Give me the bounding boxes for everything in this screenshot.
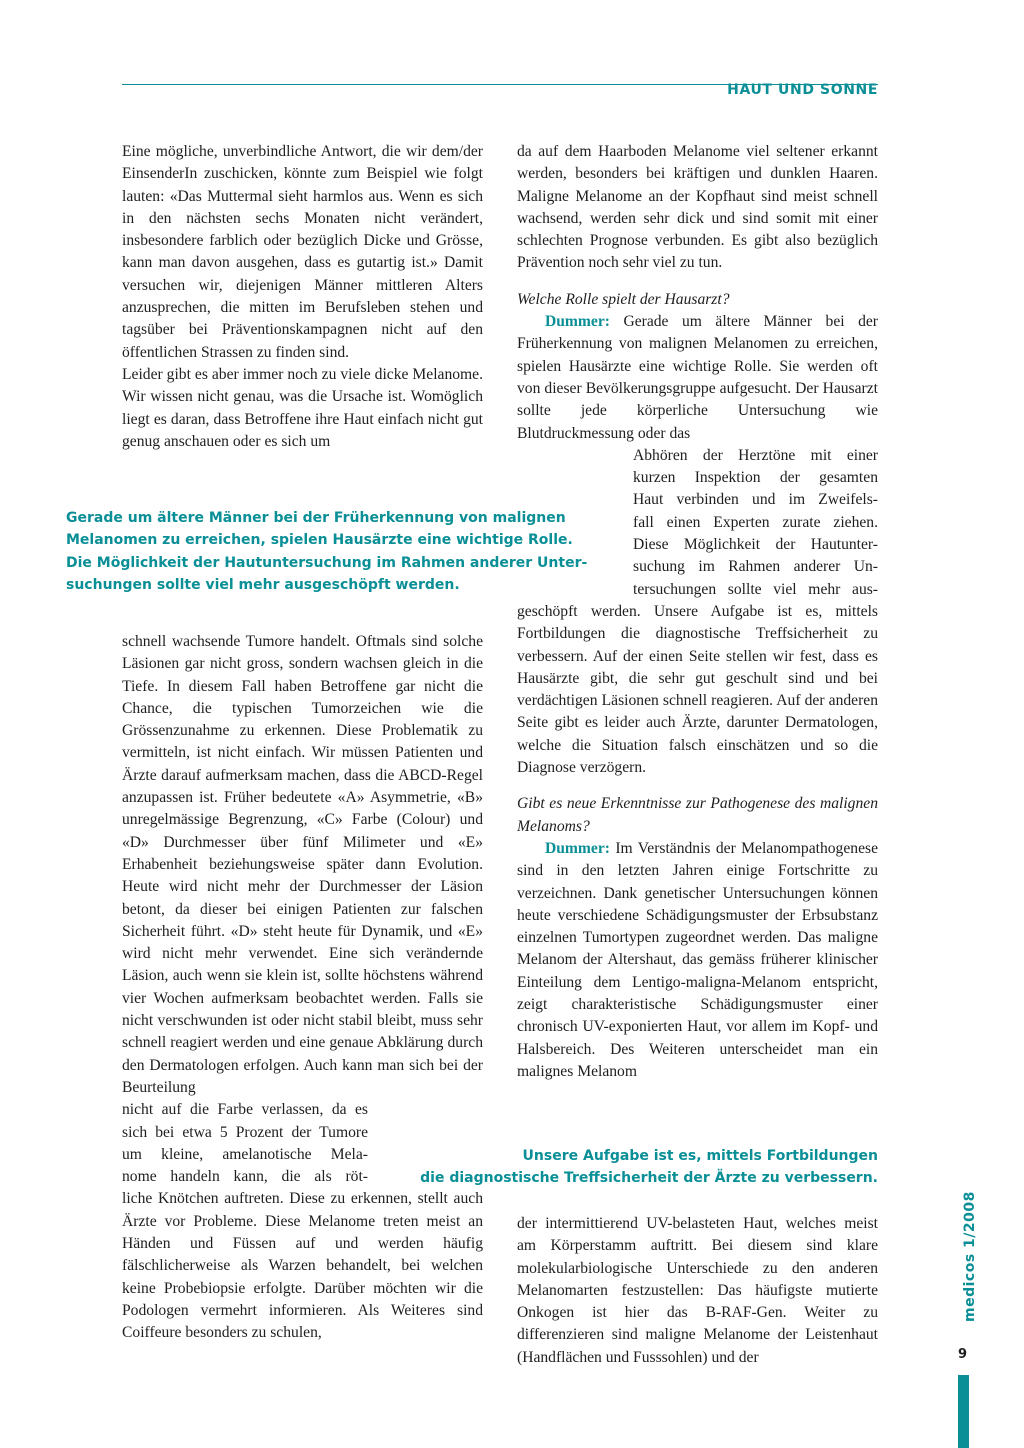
wrapped-lines xyxy=(122,1099,368,1188)
paragraph: schnell wachsende Tumore handelt. Oftmals sind solche Läsionen gar nicht gross, sondern wachsen gleich in die Tiefe. In diesem Fall haben Betroffene gar nicht die Chance, die typischen Tumorzeichen wie die Grössenzunahme zu erkennen. Diese Problematik zu vermitteln, ist nicht einfach. Wir müssen Patienten und Ärzte darauf aufmerksam machen, dass die ABCD-Regel anzupassen ist. Früher bedeutete «A» Asymmetrie, «B» unregelmässige Begrenzung, «C» Farbe (Colour) und «D» Durchmesser über fünf Milimeter und «E» Erhabenheit beziehungsweise später dann Evolution. Heute wird nicht mehr der Durchmesser der Läsion betont, da dieser bei einigen Patienten zur falschen Sicherheit führt. «D» steht heute für Dynamik, und «E» wird nicht mehr verwendet. Eine sich verändernde Läsion, auch wenn sie klein ist, sollte höchstens während vier Wochen aufmerksam beobachtet werden. Falls sie nicht verschwunden ist oder nicht stabil bleibt, muss sehr schnell reagiert werden und eine genaue Abklärung durch den Dermatologen erfolgen. Auch kann man sich bei der Beurteilung xyxy=(122,633,483,1096)
left-column-bottom xyxy=(122,631,483,1345)
text-line: nome handeln kann, die als röt- xyxy=(122,1168,368,1186)
magazine-issue: medicos 1/2008 xyxy=(962,1191,978,1322)
text-line: nicht auf die Farbe verlassen, da es xyxy=(122,1101,368,1119)
paragraph: liche Knötchen auftreten. Diese zu erkennen, stellt auch Ärzte vor Probleme. Diese Melanome treten meist an Händen und Füssen auf und werden häufig fälschlicherweise als Warzen behandelt, bei welchen keine Probebiopsie erfolgte. Darüber möchten wir die Podologen vermehrt informieren. Als Weiteres sind Coiffeure besonders zu schulen, xyxy=(122,1190,483,1342)
paragraph: der intermittierend UV-belasteten Haut, welches meist am Körperstamm auftritt. Bei diesem sind klare molekularbiologische Unterschiede zu den anderen Melanomarten festzustellen: Das häufigste mutierte Onkogen ist hier das B-RAF-Gen. Weiter zu differenzieren sind maligne Melanome der Leistenhaut (Handflächen und Fusssohlen) und der xyxy=(517,1215,878,1366)
speaker-name: Dummer: xyxy=(545,313,610,331)
right-column-bottom xyxy=(517,1213,878,1369)
left-column-top xyxy=(122,141,483,453)
section-title: HAUT UND SONNE xyxy=(727,82,878,98)
interview-answer xyxy=(517,838,878,1083)
paragraph: Leider gibt es aber immer noch zu viele dicke Melanome. Wir wissen nicht genau, was die Ursache ist. Womöglich liegt es daran, dass Betroffene ihre Haut einfach nicht gut genug anschauen oder es sich um xyxy=(122,365,483,450)
pull-quote-line: suchungen sollte viel mehr ausgeschöpft werden. xyxy=(66,576,460,593)
answer-text: Im Verständnis der Melanompathogenese sind in den letzten Jahren einige Fortschritte zu verzeichnen. Dank genetischer Untersuchungen können heute verschiedene Schädigungsmuster der Erbsubstanz einzelnen Tumortypen zugeordnet werden. Das maligne Melanom der Altershaut, das gemäss früherer klinischer Einteilung dem Lentigo-maligna-Melanom entspricht, zeigt charakteristische Schädigungsmuster einer chronisch UV-exponierten Haut, vor allem im Kopf- und Halsbereich. Des Weiteren unterscheidet man ein malignes Melanom xyxy=(517,839,878,1080)
paragraph: Eine mögliche, unverbindliche Antwort, die wir dem/der EinsenderIn zuschicken, könnte zum Beispiel wie folgt lauten: «Das Muttermal sieht harmlos aus. Wenn es sich in den nächsten sechs Monaten nicht verändert, insbesondere farblich oder bezüglich Dicke und Grösse, kann man davon ausgehen, dass es gutartig ist.» Damit versuchen wir, diejenigen Männer mittleren Alters anzusprechen, die mitten im Berufsleben stehen und tagsüber bei Präventionskampagnen nicht auf den öffentlichen Strassen zu finden sind. xyxy=(122,143,483,361)
text-line: Diese Möglichkeit der Hautunter- xyxy=(633,536,878,554)
page-number: 9 xyxy=(958,1347,968,1362)
pull-quote-line: Unsere Aufgabe ist es, mittels Fortbildungen xyxy=(522,1148,878,1164)
interview-question: Welche Rolle spielt der Hausarzt? xyxy=(517,290,730,308)
text-line: tersuchungen sollte viel mehr aus- xyxy=(633,580,878,598)
right-column-top xyxy=(517,141,878,1083)
pull-quote-line: die diagnostische Treffsicherheit der Ärzte zu verbessern. xyxy=(420,1170,878,1187)
pull-quote xyxy=(380,1145,878,1190)
pull-quote-line: Die Möglichkeit der Hautuntersuchung im Rahmen anderer Unter- xyxy=(66,554,588,571)
text-line: Haut verbinden und im Zweifels- xyxy=(633,491,878,509)
interview-answer xyxy=(517,311,878,445)
text-line: kurzen Inspektion der gesamten xyxy=(633,469,878,487)
wrapped-lines xyxy=(633,445,878,601)
pull-quote-line: Melanomen zu erreichen, spielen Hausärzte eine wichtige Rolle. xyxy=(66,532,573,549)
text-line: sich bei etwa 5 Prozent der Tumore xyxy=(122,1123,368,1141)
pull-quote-line: Gerade um ältere Männer bei der Früherkennung von malignen xyxy=(66,510,566,526)
text-line: fall einen Experten zurate ziehen. xyxy=(633,513,878,531)
text-line: Abhören der Herztöne mit einer xyxy=(633,446,878,464)
paragraph: da auf dem Haarboden Melanome viel seltener erkannt werden, besonders bei kräftigen und dunklen Haaren. Maligne Melanome an der Kopfhaut sind meist schnell wachsend, werden sehr dick und sind somit mit einer schlechten Prognose verbunden. Es gibt also bezüglich Prävention noch sehr viel zu tun. xyxy=(517,143,878,272)
speaker-name: Dummer: xyxy=(545,839,610,857)
interview-question: Gibt es neue Erkenntnisse zur Pathogenese des malignen Melanoms? xyxy=(517,795,878,835)
answer-text: Gerade um ältere Männer bei der Früherkennung von malignen Melanomen zu erreichen, spielen Hausärzte eine wichtige Rolle. Sie werden oft von dieser Bevölkerungsgruppe aufgesucht. Der Hausarzt sollte jede körperliche Untersuchung wie Blutdruckmessung oder das xyxy=(517,313,879,442)
paragraph: geschöpft werden. Unsere Aufgabe ist es, mittels Fortbildungen die diagnostische Treffsicherheit zu verbessern. Auf der einen Seite stellen wir fest, dass es Hausärzte gibt, die sehr gut geschult sind und bei verdächtigen Läsionen schnell reagieren. Auf der anderen Seite gibt es leider auch Ärzte, darunter Dermatologen, welche die Situation falsch einschätzen und so die Diagnose verzögern. xyxy=(517,602,878,777)
text-line: um kleine, amelanotische Mela- xyxy=(122,1145,368,1163)
accent-bar xyxy=(958,1375,969,1448)
text-line: suchung im Rahmen anderer Un- xyxy=(633,558,878,576)
